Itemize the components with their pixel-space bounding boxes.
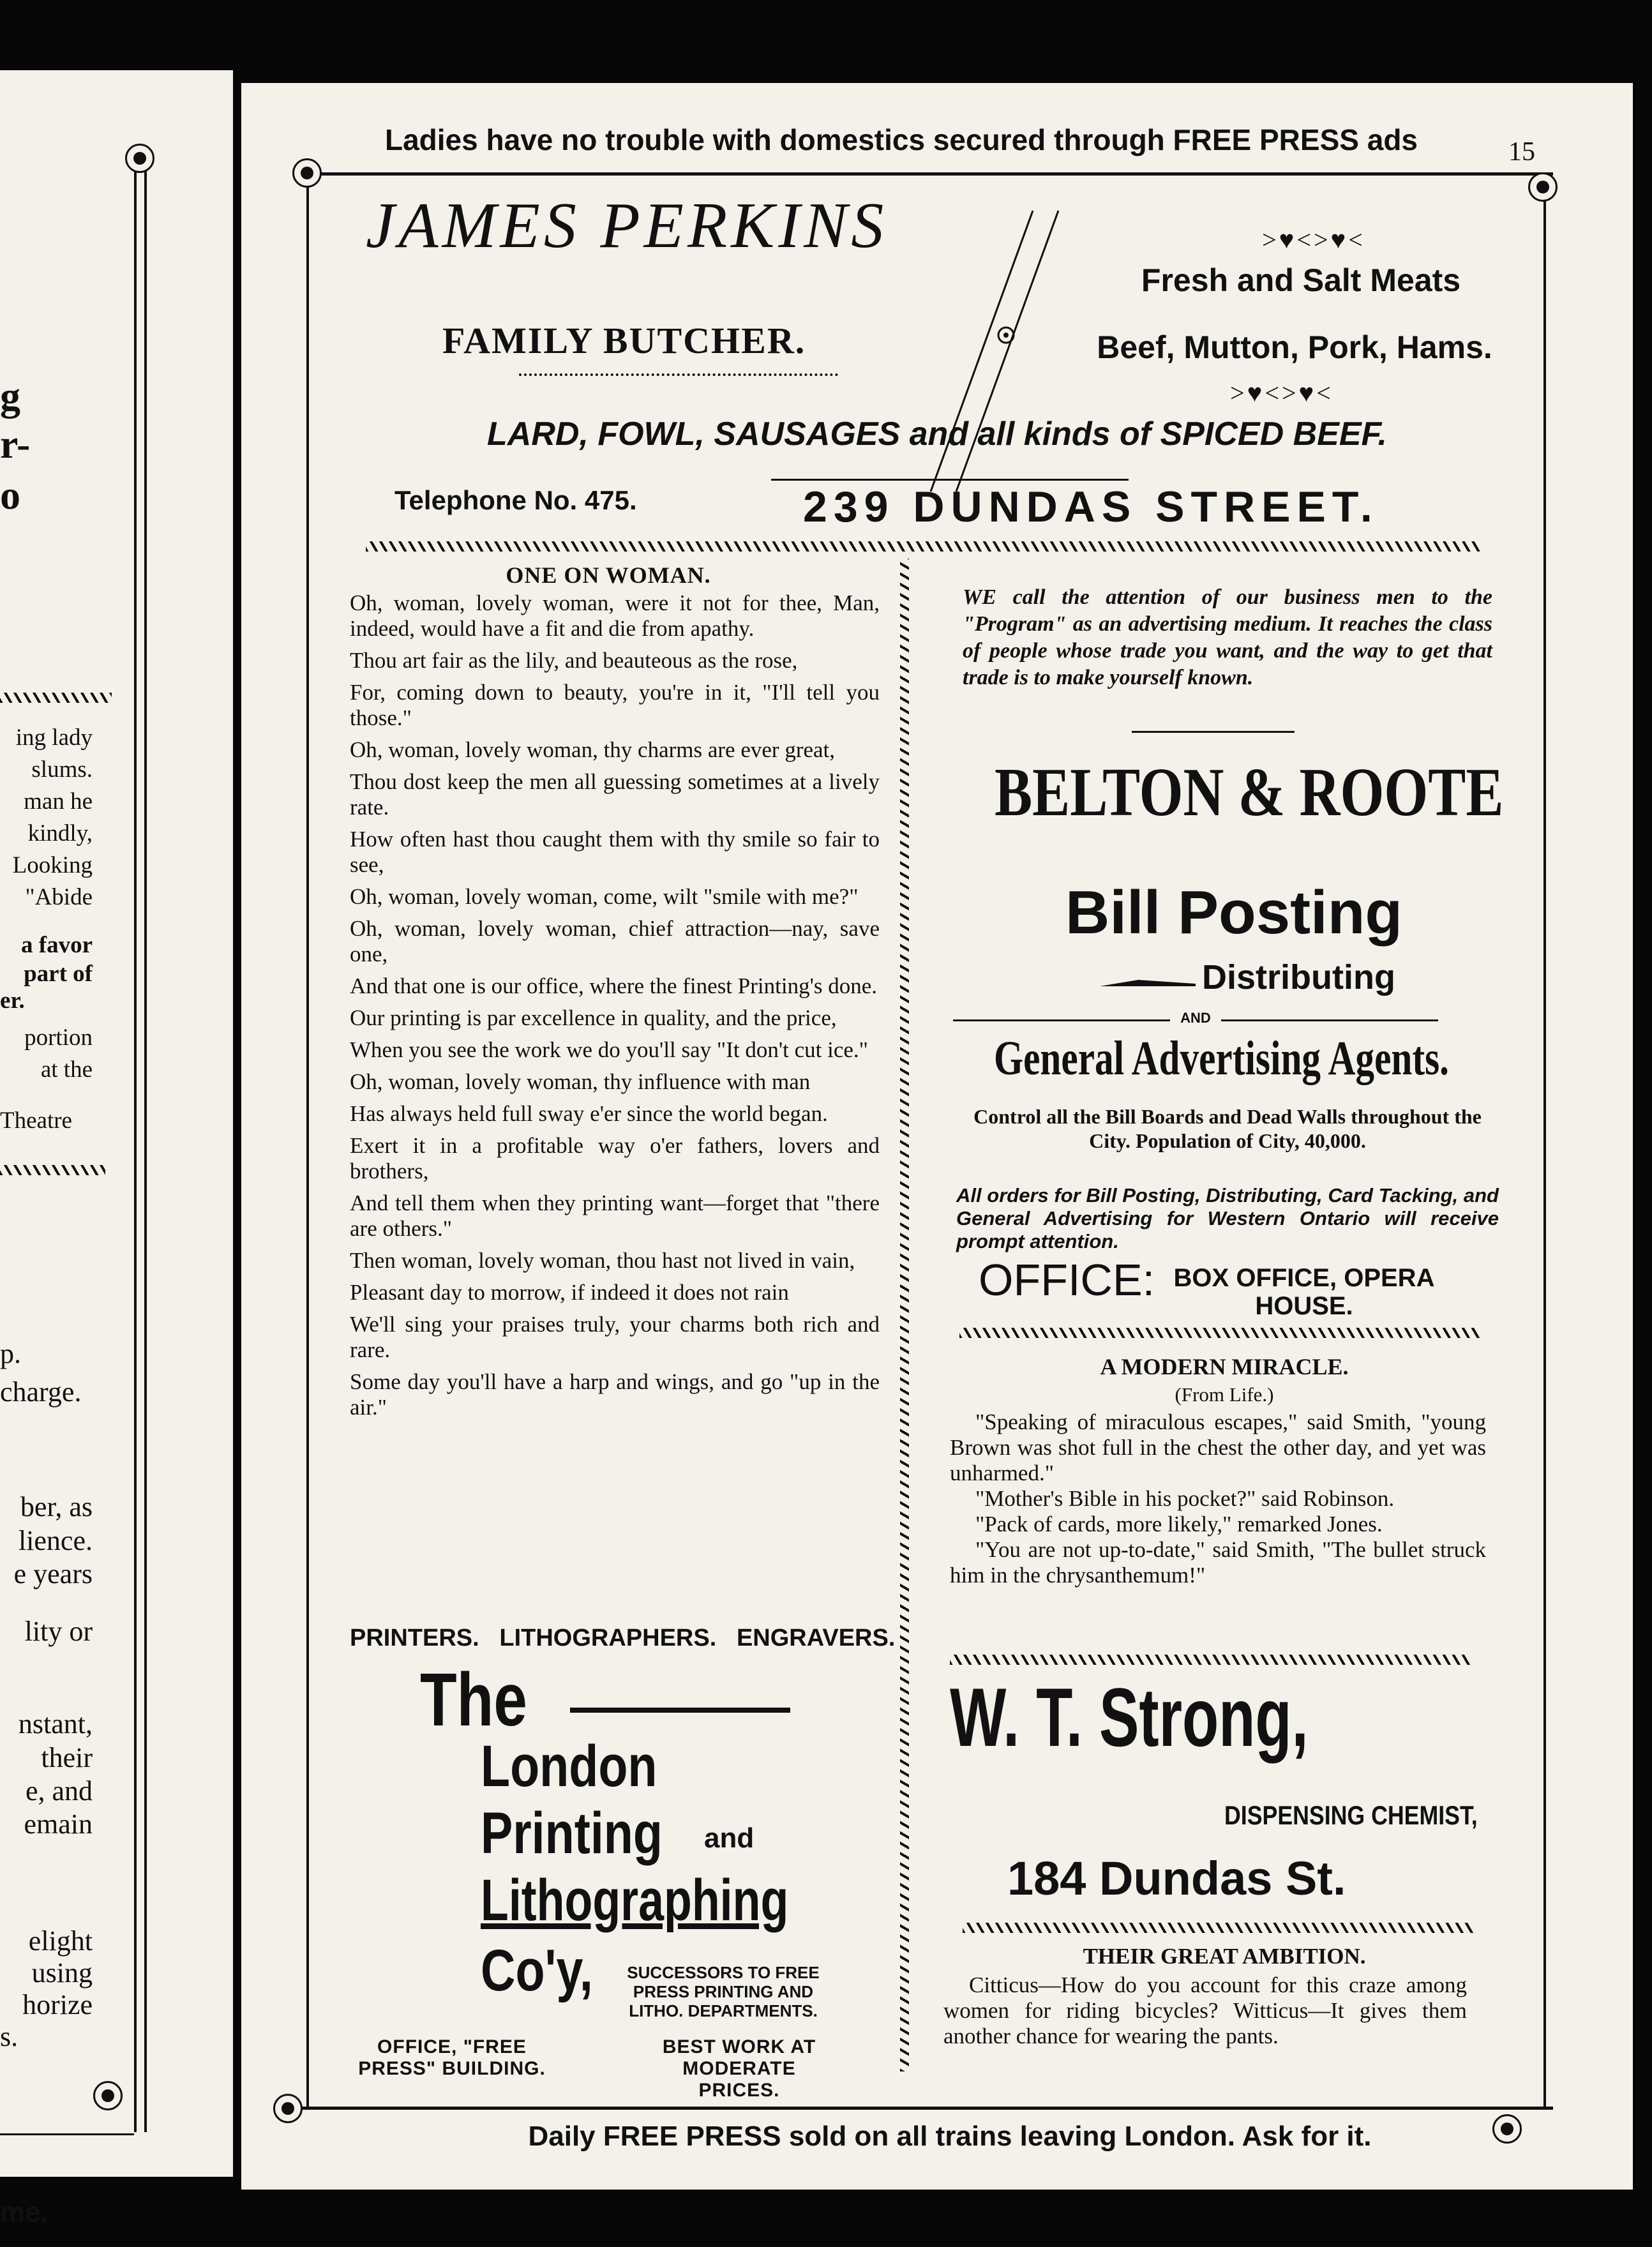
belton-office-label: OFFICE: xyxy=(979,1255,1155,1305)
text-fragment: using xyxy=(31,1957,93,1988)
miracle-paragraph: "Mother's Bible in his pocket?" said Robinson. xyxy=(975,1486,1395,1511)
frame-left xyxy=(306,172,309,2110)
poem-stanza: Oh, woman, lovely woman, chief attraction—nay, save one, xyxy=(350,916,880,966)
strong-name: W. T. Strong, xyxy=(950,1671,1309,1764)
text-fragment: kindly, xyxy=(27,820,93,846)
frame-bottom xyxy=(302,2107,1553,2110)
section-divider xyxy=(366,541,1480,552)
perkins-name: JAMES PERKINS xyxy=(366,190,888,262)
text-fragment: r- xyxy=(0,421,31,467)
text-fragment: e years xyxy=(13,1558,93,1589)
text-fragment: emain xyxy=(24,1808,93,1840)
flourish-ornament: >♥<>♥< xyxy=(1230,379,1333,407)
poem-stanza: Oh, woman, lovely woman, were it not for thee, Man, indeed, would have a fit and die from apathy. xyxy=(350,590,880,641)
poem-stanza: For, coming down to beauty, you're in it, "I'll tell you those." xyxy=(350,680,880,730)
poem-stanza: Has always held full sway e'er since the world began. xyxy=(350,1101,828,1126)
poem-stanza: And tell them when they printing want—forget that "there are others." xyxy=(350,1191,880,1241)
text-fragment: ing lady xyxy=(15,725,93,751)
short-rule xyxy=(771,479,1129,481)
section-divider xyxy=(959,1328,1480,1338)
text-fragment: e, and xyxy=(25,1775,93,1807)
printing-lithographing: Lithographing xyxy=(481,1868,789,1933)
text-fragment: elight xyxy=(28,1925,93,1957)
perkins-line1: Fresh and Salt Meats xyxy=(1141,262,1461,298)
left-facing-page xyxy=(0,70,233,2228)
perkins-line2: Beef, Mutton, Pork, Hams. xyxy=(1097,329,1492,365)
poem-stanza: Exert it in a profitable way o'er fathers, lovers and brothers, xyxy=(350,1133,880,1184)
frame-top xyxy=(302,172,1553,176)
text-fragment: o xyxy=(0,472,20,518)
poem-stanza: Oh, woman, lovely woman, thy influence with man xyxy=(350,1069,811,1094)
text-fragment: Theatre xyxy=(0,1108,72,1134)
short-rule xyxy=(1221,1019,1438,1021)
text-fragment: part of xyxy=(24,961,93,987)
corner-ornament-icon xyxy=(1528,172,1558,202)
text-fragment: me. xyxy=(0,2197,49,2228)
miracle-subtitle: (From Life.) xyxy=(1175,1383,1274,1406)
left-page-border-inner xyxy=(144,166,147,2132)
left-page-border xyxy=(134,166,137,2132)
belton-and: AND xyxy=(1180,1010,1211,1026)
miracle-paragraph: "Speaking of miraculous escapes," said Smith, "young Brown was shot full in the chest the other day, and yet was unharmed." xyxy=(950,1409,1486,1485)
printing-and: and xyxy=(704,1822,755,1854)
page-number: 15 xyxy=(1508,137,1535,167)
perkins-trade: FAMILY BUTCHER. xyxy=(442,320,806,361)
header-tagline: Ladies have no trouble with domestics secured through FREE PRESS ads xyxy=(385,123,1418,156)
belton-distributing: Distributing xyxy=(1202,958,1395,996)
text-fragment: slums. xyxy=(31,756,93,783)
printing-coy: Co'y, xyxy=(481,1938,593,2003)
miracle-title: A MODERN MIRACLE. xyxy=(1100,1354,1349,1379)
text-fragment: s. xyxy=(0,2021,19,2052)
section-divider xyxy=(950,1655,1470,1665)
poem-stanza: And that one is our office, where the finest Printing's done. xyxy=(350,973,878,998)
poem-stanza: Then woman, lovely woman, thou hast not lived in vain, xyxy=(350,1248,855,1273)
miracle-paragraph: "You are not up-to-date," said Smith, "The bullet struck him in the chrysanthemum!" xyxy=(950,1537,1486,1588)
miracle-body xyxy=(950,1409,1486,1588)
poem-stanza: Oh, woman, lovely woman, come, wilt "smile with me?" xyxy=(350,884,859,909)
left-page-bottom-rule xyxy=(0,2133,134,2135)
text-fragment: charge. xyxy=(0,1376,82,1408)
footer-text: Daily FREE PRESS sold on all trains leaving London. Ask for it. xyxy=(528,2121,1372,2152)
divider xyxy=(0,1165,105,1175)
belton-control: Control all the Bill Boards and Dead Walls throughout the City. Population of City, 40,000. xyxy=(973,1105,1482,1152)
belton-office-value: BOX OFFICE, OPERA HOUSE. xyxy=(1173,1264,1435,1320)
column-divider xyxy=(900,559,909,2071)
printing-office: OFFICE, "FREE PRESS" BUILDING. xyxy=(358,2036,546,2079)
swash-ornament xyxy=(1100,980,1196,986)
poem-title: ONE ON WOMAN. xyxy=(506,562,711,588)
corner-ornament-icon xyxy=(292,158,322,188)
corner-ornament-icon xyxy=(93,2081,123,2110)
poem-stanza: Thou dost keep the men all guessing sometimes at a lively rate. xyxy=(350,769,880,820)
corner-ornament-icon xyxy=(273,2094,303,2123)
poem-stanza: Thou art fair as the lily, and beauteous as the rose, xyxy=(350,648,798,673)
perkins-telephone: Telephone No. 475. xyxy=(394,485,637,515)
poem-stanza: Some day you'll have a harp and wings, and go "up in the air." xyxy=(350,1369,880,1420)
ambition-title: THEIR GREAT AMBITION. xyxy=(1083,1944,1366,1969)
divider xyxy=(0,693,112,703)
printing-best-work: BEST WORK AT MODERATE PRICES. xyxy=(662,2036,816,2101)
dotted-rule xyxy=(519,373,838,376)
poem-stanza: Pleasant day to morrow, if indeed it does not rain xyxy=(350,1280,789,1305)
text-fragment: at the xyxy=(40,1056,93,1083)
printing-successors: SUCCESSORS TO FREE PRESS PRINTING AND LITHO. DEPARTMENTS. xyxy=(627,1963,820,2020)
belton-name: BELTON & ROOTE xyxy=(995,755,1504,830)
text-fragment: Looking xyxy=(12,852,93,878)
printing-the: The xyxy=(420,1658,527,1742)
text-fragment: lity or xyxy=(24,1616,93,1647)
text-fragment: g xyxy=(0,373,20,419)
strong-address: 184 Dundas St. xyxy=(1007,1852,1346,1905)
section-divider xyxy=(963,1923,1473,1933)
perkins-products: LARD, FOWL, SAUSAGES and all kinds of SPICED BEEF. xyxy=(487,416,1387,453)
belton-orders: All orders for Bill Posting, Distributing, Card Tacking, and General Advertising for Western Ontario will receive prompt attention. xyxy=(956,1184,1499,1252)
short-rule xyxy=(1132,731,1295,733)
text-fragment: p. xyxy=(0,1338,21,1369)
text-fragment: portion xyxy=(24,1025,93,1051)
poem-stanza: We'll sing your praises truly, your charms both rich and rare. xyxy=(350,1312,880,1362)
printing-printing: Printing xyxy=(481,1801,663,1866)
belton-agents: General Advertising Agents. xyxy=(994,1032,1449,1085)
text-fragment: ber, as xyxy=(20,1491,93,1522)
poem-stanza: Oh, woman, lovely woman, thy charms are ever great, xyxy=(350,737,836,762)
printing-trades: PRINTERS. LITHOGRAPHERS. ENGRAVERS. xyxy=(350,1625,896,1651)
flourish-ornament: >♥<>♥< xyxy=(1262,225,1365,254)
program-notice: WE call the attention of our business men to the "Program" as an advertising medium. It reaches the class of people whose trade you want, and the way to get that trade is to make yourself known. xyxy=(963,585,1492,689)
text-fragment: nstant, xyxy=(18,1708,93,1740)
belton-bill-posting: Bill Posting xyxy=(1065,878,1402,947)
perkins-address: 239 DUNDAS STREET. xyxy=(803,483,1379,531)
text-fragment: a favor xyxy=(21,932,93,958)
poem-stanza: Our printing is par excellence in quality, and the price, xyxy=(350,1005,837,1030)
ambition-text: Citticus—How do you account for this craze among women for riding bicycles? Witticus—It gives them another chance for wearing the pants. xyxy=(943,1973,1467,2048)
heavy-rule xyxy=(570,1708,790,1713)
printing-london: London xyxy=(481,1734,657,1799)
text-fragment: er. xyxy=(0,988,25,1014)
poem-body xyxy=(350,590,880,1427)
miracle-paragraph: "Pack of cards, more likely," remarked Jones. xyxy=(975,1512,1383,1537)
text-fragment: man he xyxy=(24,788,93,815)
text-fragment: their xyxy=(41,1742,93,1773)
strong-role: DISPENSING CHEMIST, xyxy=(1224,1800,1478,1830)
text-fragment: horize xyxy=(22,1989,93,2020)
text-fragment: lience. xyxy=(18,1525,93,1556)
short-rule xyxy=(953,1019,1170,1021)
frame-right xyxy=(1543,172,1546,2110)
poem-stanza: When you see the work we do you'll say "It don't cut ice." xyxy=(350,1037,868,1062)
text-fragment: "Abide xyxy=(25,884,93,910)
right-page xyxy=(241,83,1633,2190)
poem-stanza: How often hast thou caught them with thy smile so fair to see, xyxy=(350,827,880,877)
corner-ornament-icon xyxy=(125,144,154,173)
